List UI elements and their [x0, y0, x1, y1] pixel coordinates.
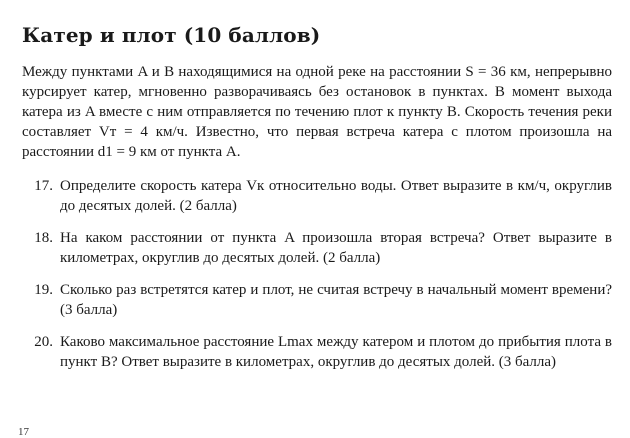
- document-page: [22, 22, 612, 384]
- question-number: 17.: [34, 178, 53, 194]
- question-text: На каком расстоянии от пункта A произошла вторая встреча? Ответ выразите в километрах, округлив до десятых долей. (2 балла): [60, 230, 612, 266]
- question-text: Каково максимальное расстояние Lmax между катером и плотом до прибытия плота в пункт B? Ответ выразите в километрах, округлив до десятых долей. (3 балла): [60, 334, 612, 370]
- question-number: 19.: [34, 282, 53, 298]
- problem-statement: Между пунктами A и B находящимися на одной реке на расстоянии S = 36 км, непрерывно курсирует катер, мгновенно разворачиваясь без остановок в пунктах. В момент выхода катера из A вместе с ним отправляется по течению плот к пункту B. Скорость течения реки составляет Vт = 4 км/ч. Известно, что первая встреча катера с плотом произошла на расстоянии d1 = 9 км от пункта A.: [22, 64, 612, 160]
- question-text: Сколько раз встретятся катер и плот, не считая встречу в начальный момент времени? (3 балла): [60, 282, 612, 318]
- question-text: Определите скорость катера Vк относительно воды. Ответ выразите в км/ч, округлив до десятых долей. (2 балла): [60, 178, 612, 214]
- problem-title: Катер и плот (10 баллов): [22, 23, 321, 47]
- question-number: 18.: [34, 230, 53, 246]
- question-number: 20.: [34, 334, 53, 350]
- question-item: [22, 176, 612, 216]
- question-list: [22, 176, 612, 372]
- question-item: [22, 228, 612, 268]
- page-number: 17: [18, 426, 29, 438]
- question-item: [22, 332, 612, 372]
- question-item: [22, 280, 612, 320]
